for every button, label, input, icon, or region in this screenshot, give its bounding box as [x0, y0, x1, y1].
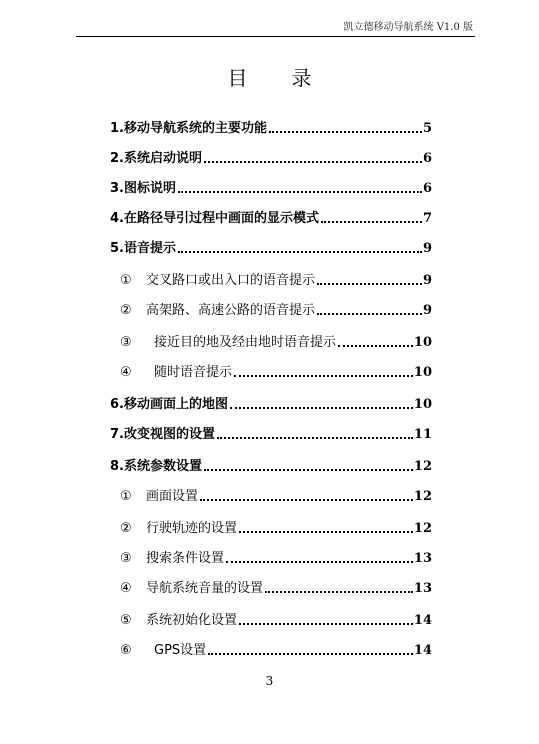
toc-entry-page: 6 [422, 151, 432, 166]
toc-entry-marker: ④ [120, 581, 132, 596]
toc-entry[interactable] [110, 504, 432, 536]
toc-entry-label: 6.移动画面上的地图 [110, 397, 228, 412]
running-header: 凯立德移动导航系统 V1.0 版 [343, 22, 473, 33]
toc-entry[interactable] [110, 564, 432, 596]
toc-leader-dots [317, 283, 422, 285]
toc-entry-page: 9 [422, 241, 432, 256]
page-number: 3 [265, 674, 274, 688]
toc-entry-label: 5.语音提示 [110, 241, 176, 256]
toc-entry-page: 5 [422, 121, 432, 136]
toc-entry-label: 行驶轨迹的设置 [146, 521, 238, 536]
toc-leader-dots [204, 469, 413, 471]
toc-entry-marker: ⑤ [120, 613, 132, 628]
toc-entry-label: 8.系统参数设置 [110, 459, 202, 474]
title-char-right: 录 [291, 66, 312, 90]
toc-leader-dots [234, 375, 413, 377]
toc-entry[interactable] [110, 104, 432, 136]
toc-leader-dots [338, 345, 413, 347]
toc-entry-page: 9 [422, 303, 432, 318]
toc-entry[interactable] [110, 134, 432, 166]
toc-entry-marker: ② [120, 521, 132, 536]
toc-entry-page: 10 [413, 335, 432, 350]
toc-entry-label: 随时语音提示 [154, 365, 233, 380]
toc-entry-label: 4.在路径导引过程中画面的显示模式 [110, 211, 319, 226]
page-title [0, 62, 539, 91]
toc-entry-label: 2.系统启动说明 [110, 151, 202, 166]
toc-entry-marker: ⑥ [120, 643, 132, 658]
toc-entry-label: 7.改变视图的设置 [110, 427, 215, 442]
toc-entry-marker: ③ [120, 335, 132, 350]
toc-entry[interactable] [110, 626, 432, 658]
toc-entry[interactable] [110, 224, 432, 256]
toc-entry-label: 3.图标说明 [110, 181, 176, 196]
title-char-left: 目 [227, 66, 248, 90]
toc-entry-label: GPS设置 [154, 643, 207, 658]
toc-entry-label: 系统初始化设置 [146, 613, 238, 628]
toc-entry[interactable] [110, 380, 432, 412]
toc-entry-label: 1.移动导航系统的主要功能 [110, 121, 267, 136]
toc-leader-dots [317, 313, 422, 315]
toc-entry[interactable] [110, 318, 432, 350]
toc-entry[interactable] [110, 194, 432, 226]
toc-entry-page: 11 [413, 427, 432, 442]
toc-entry-marker: ② [120, 303, 132, 318]
toc-leader-dots [321, 221, 422, 223]
toc-leader-dots [204, 161, 422, 163]
toc-entry[interactable] [110, 596, 432, 628]
toc-leader-dots [178, 251, 422, 253]
toc-entry-label: 画面设置 [146, 489, 199, 504]
toc-entry-label: 导航系统音量的设置 [146, 581, 264, 596]
toc-entry-page: 13 [413, 581, 432, 596]
toc-entry-label: 交叉路口或出入口的语音提示 [146, 273, 316, 288]
toc-entry-label: 搜索条件设置 [146, 551, 225, 566]
header-rule [76, 36, 475, 37]
toc-leader-dots [226, 561, 413, 563]
toc-leader-dots [265, 591, 413, 593]
toc-entry[interactable] [110, 348, 432, 380]
toc-entry[interactable] [110, 442, 432, 474]
toc-entry-page: 12 [413, 489, 432, 504]
toc-entry-page: 9 [422, 273, 432, 288]
toc-leader-dots [239, 623, 413, 625]
toc-leader-dots [217, 437, 413, 439]
toc-entry-marker: ③ [120, 551, 132, 566]
toc-entry-page: 13 [413, 551, 432, 566]
toc-leader-dots [269, 131, 422, 133]
toc-entry[interactable] [110, 410, 432, 442]
toc-entry-label: 接近目的地及经由地时语音提示 [154, 335, 337, 350]
toc-entry[interactable] [110, 534, 432, 566]
toc-entry[interactable] [110, 472, 432, 504]
toc-entry-marker: ④ [120, 365, 132, 380]
toc-entry-page: 12 [413, 521, 432, 536]
toc-leader-dots [239, 531, 413, 533]
toc-entry-page: 12 [413, 459, 432, 474]
toc-entry[interactable] [110, 164, 432, 196]
toc-entry-page: 7 [422, 211, 432, 226]
toc-leader-dots [230, 407, 413, 409]
toc-entry-page: 14 [413, 613, 432, 628]
toc-entry-marker: ① [120, 489, 132, 504]
toc-entry-page: 14 [413, 643, 432, 658]
toc-leader-dots [200, 499, 413, 501]
toc-entry-page: 10 [413, 365, 432, 380]
toc-entry-label: 高架路、高速公路的语音提示 [146, 303, 316, 318]
toc-entry[interactable] [110, 256, 432, 288]
toc-leader-dots [178, 191, 422, 193]
toc-entry-marker: ① [120, 273, 132, 288]
toc-entry[interactable] [110, 286, 432, 318]
toc-entry-page: 6 [422, 181, 432, 196]
toc-entry-page: 10 [413, 397, 432, 412]
toc-leader-dots [208, 653, 413, 655]
